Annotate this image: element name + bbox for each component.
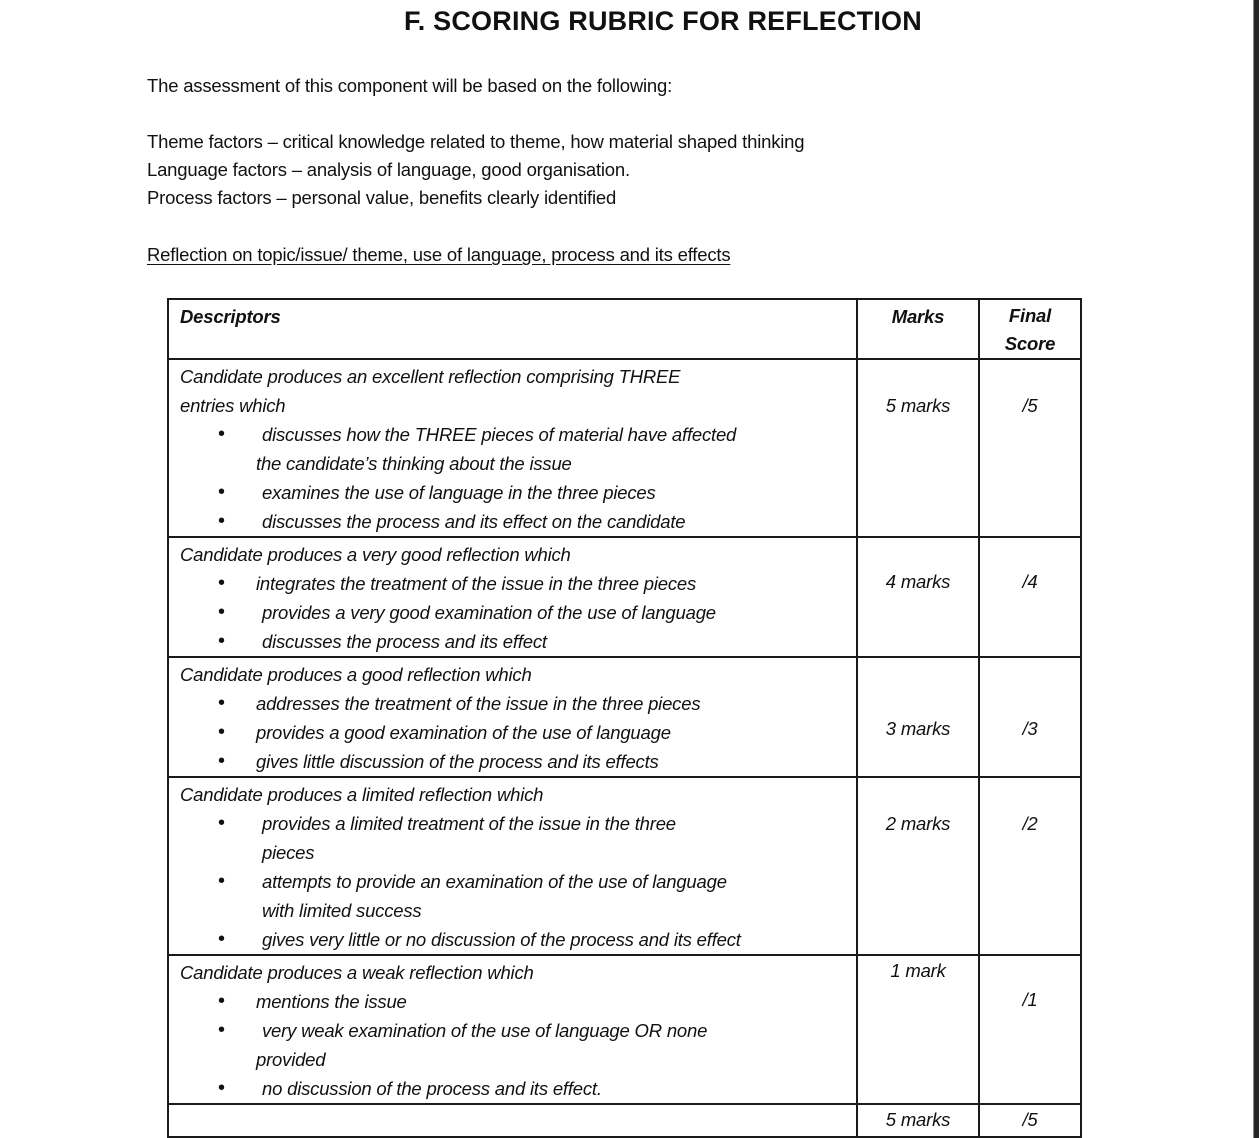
score-value: /2 — [1022, 813, 1038, 834]
descriptor-lead: entries which — [180, 395, 286, 416]
bullet-item: • discusses how the THREE pieces of material have affected — [180, 420, 846, 449]
header-descriptors-label: Descriptors — [180, 306, 281, 327]
marks-cell — [857, 537, 979, 657]
score-cell — [979, 359, 1081, 537]
descriptor-cell — [168, 777, 857, 955]
total-score-value: /5 — [1022, 1109, 1038, 1130]
intro-text: The assessment of this component will be based on the following: — [147, 75, 673, 96]
bullet-item-continued: the candidate’s thinking about the issue — [256, 453, 572, 474]
descriptor-cell — [168, 955, 857, 1104]
bullet-item: • gives little discussion of the process and its effects — [180, 747, 846, 776]
marks-cell — [857, 955, 979, 1104]
descriptor-cell — [168, 537, 857, 657]
score-value: /1 — [1022, 989, 1038, 1010]
marks-cell — [857, 657, 979, 777]
score-cell — [979, 657, 1081, 777]
bullet-item-continued: pieces — [262, 842, 315, 863]
language-factors: Language factors – analysis of language, good organisation. — [147, 159, 630, 180]
descriptor-lead: Candidate produces a limited reflection which — [180, 784, 544, 805]
bullet-item: • provides a limited treatment of the issue in the three — [180, 809, 846, 838]
header-score-label: Score — [1004, 333, 1056, 354]
header-marks — [857, 299, 979, 359]
header-final-score — [979, 299, 1081, 359]
bullet-item: • provides a very good examination of the use of language — [180, 598, 846, 627]
table-header-row — [168, 299, 1081, 359]
table-row — [168, 537, 1081, 657]
table-row — [168, 657, 1081, 777]
bullet-item: • integrates the treatment of the issue in the three pieces — [180, 569, 846, 598]
table-row — [168, 359, 1081, 537]
descriptor-cell — [168, 657, 857, 777]
page-title: F. SCORING RUBRIC FOR REFLECTION — [404, 6, 922, 36]
descriptor-lead: Candidate produces a good reflection which — [180, 664, 532, 685]
theme-factors: Theme factors – critical knowledge related to theme, how material shaped thinking — [147, 131, 805, 152]
descriptor-lead: Candidate produces an excellent reflection comprising THREE — [180, 366, 681, 387]
score-cell — [979, 537, 1081, 657]
bullet-item: • gives very little or no discussion of the process and its effect — [180, 925, 846, 954]
bullet-item: • attempts to provide an examination of the use of language — [180, 867, 846, 896]
descriptor-lead: Candidate produces a weak reflection which — [180, 962, 534, 983]
total-marks-cell — [857, 1104, 979, 1137]
bullet-item: • discusses the process and its effect — [180, 627, 846, 656]
marks-value: 2 marks — [885, 813, 951, 834]
descriptor-cell — [168, 359, 857, 537]
table-row — [168, 777, 1081, 955]
score-value: /5 — [1022, 395, 1038, 416]
total-score-cell — [979, 1104, 1081, 1137]
window-edge — [1253, 0, 1259, 1138]
marks-value: 3 marks — [885, 718, 951, 739]
header-final-label: Final — [1008, 305, 1052, 326]
bullet-item: • examines the use of language in the three pieces — [180, 478, 846, 507]
marks-cell — [857, 777, 979, 955]
bullet-item-continued: with limited success — [262, 900, 422, 921]
score-cell — [979, 955, 1081, 1104]
table-total-row — [168, 1104, 1081, 1137]
total-marks-value: 5 marks — [885, 1109, 951, 1130]
bullet-item: • very weak examination of the use of language OR none — [180, 1016, 846, 1045]
marks-value: 1 mark — [890, 960, 946, 981]
bullet-item: • no discussion of the process and its effect. — [180, 1074, 846, 1103]
process-factors: Process factors – personal value, benefits clearly identified — [147, 187, 617, 208]
marks-cell — [857, 359, 979, 537]
total-descriptor-cell — [168, 1104, 857, 1137]
descriptor-lead: Candidate produces a very good reflection which — [180, 544, 571, 565]
marks-value: 5 marks — [885, 395, 951, 416]
bullet-item: • addresses the treatment of the issue in the three pieces — [180, 689, 846, 718]
bullet-item: • provides a good examination of the use of language — [180, 718, 846, 747]
bullet-item: • discusses the process and its effect on the candidate — [180, 507, 846, 536]
score-value: /3 — [1022, 718, 1038, 739]
bullet-item: • mentions the issue — [180, 987, 846, 1016]
score-value: /4 — [1022, 571, 1038, 592]
scoring-rubric-table — [167, 298, 1082, 1138]
table-row — [168, 955, 1081, 1104]
marks-value: 4 marks — [885, 571, 951, 592]
total-descriptor — [180, 1107, 846, 1136]
bullet-item-continued: provided — [256, 1049, 326, 1070]
score-cell — [979, 777, 1081, 955]
section-subheading: Reflection on topic/issue/ theme, use of language, process and its effects — [147, 244, 731, 265]
header-descriptors — [168, 299, 857, 359]
header-marks-label: Marks — [891, 306, 945, 327]
